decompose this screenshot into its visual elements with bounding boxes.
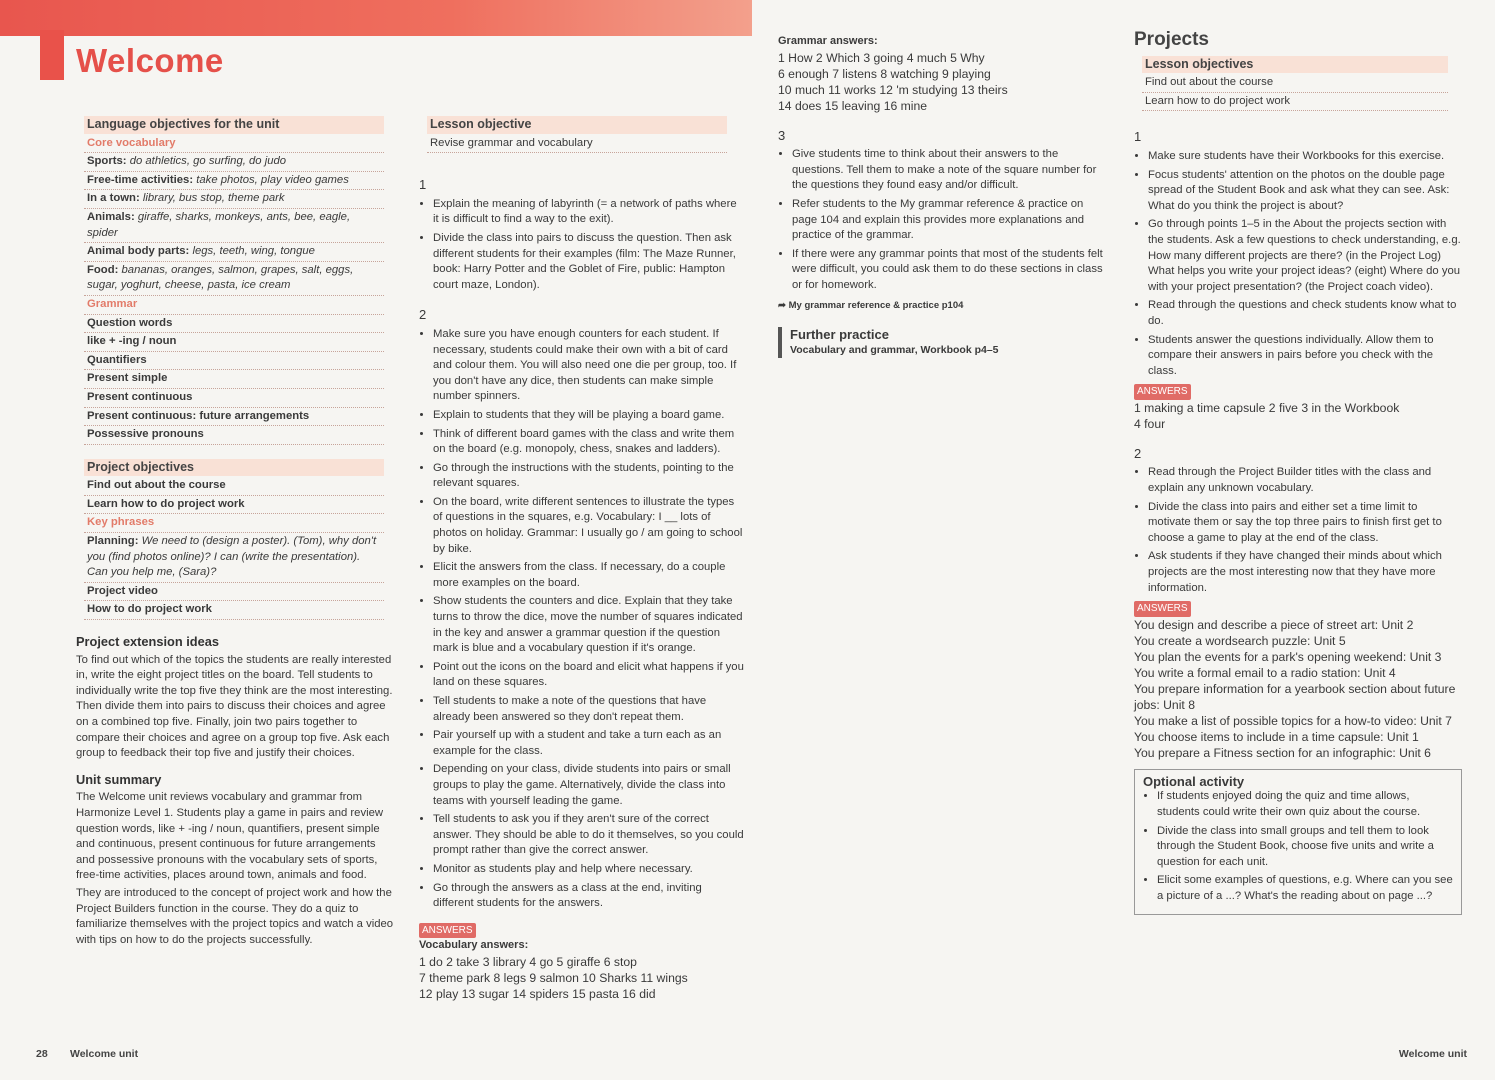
language-objectives-box: [84, 116, 384, 445]
list-item: • Tell students to make a note of the questions that have already been answered so they don't repeat them.: [433, 694, 745, 725]
step-number-2: 2: [419, 307, 427, 323]
answer-row: You make a list of possible topics for a how-to video: Unit 7: [1134, 713, 1452, 728]
answer-row: 1 making a time capsule 2 five 3 in the Workbook: [1134, 400, 1400, 415]
page-title: Welcome: [76, 42, 224, 79]
vocab-item: [84, 262, 384, 296]
footer-label-left: Welcome unit: [70, 1048, 139, 1060]
answer-row: You design and describe a piece of street art: Unit 2: [1134, 617, 1414, 632]
projects-title: Projects: [1134, 29, 1209, 50]
language-objectives-head: Language objectives for the unit: [84, 116, 384, 134]
projects-answers-1: [1134, 400, 1462, 432]
project-objectives-head: Project objectives: [84, 459, 384, 477]
answer-row: You prepare a Fitness section for an infographic: Unit 6: [1134, 745, 1431, 760]
list-item: • Explain the meaning of labyrinth (= a network of paths where it is difficult to find a way to the exit).: [433, 197, 745, 228]
extension-head: Project extension ideas: [76, 634, 219, 650]
answers-badge: ANSWERS: [419, 923, 476, 939]
vocab-label: Animals:: [87, 210, 135, 223]
right-column-1: [778, 34, 1108, 358]
projects-answers-badge-1: ANSWERS: [1134, 384, 1191, 400]
list-item: • Divide the class into small groups and tell them to look through the Student Book, choose five units and write a question for each unit.: [1157, 824, 1453, 871]
step-number-1: 1: [419, 177, 427, 193]
answer-row: 12 play 13 sugar 14 spiders 15 pasta 16 did: [419, 986, 656, 1001]
grammar-answers-head: Grammar answers:: [778, 35, 878, 47]
list-item: • Refer students to the My grammar reference & practice on page 104 and explain this provides more explanations and practice of the grammar.: [792, 197, 1108, 244]
vocab-answers-head: Vocabulary answers:: [419, 939, 529, 952]
summary-p1: The Welcome unit reviews vocabulary and grammar from Harmonize Level 1. Students play a game in pairs and review question words, like + -ing / noun, quantifiers, present simple and continuous, present continuous for future arrangements and possessive pronouns with the vocabulary sets of sports, free-time activities, places around town, animals and food.: [76, 791, 384, 882]
step-2-list: [419, 327, 745, 912]
list-item: • Elicit some examples of questions, e.g. Where can you see a picture of a ...? What's the reading about on page ...?: [1157, 873, 1453, 904]
title-accent-bar: [40, 30, 64, 80]
summary-p2: They are introduced to the concept of project work and how the Project Builders function in the course. They do a quiz to familiarize themselves with the project topics and watch a video with tips on how to do the projects successfully.: [76, 886, 394, 946]
answer-row: You plan the events for a park's opening weekend: Unit 3: [1134, 649, 1442, 664]
list-item: • Go through the instructions with the students, pointing to the relevant squares.: [433, 461, 745, 492]
list-item: • Read through the Project Builder titles with the class and explain any unknown vocabulary.: [1148, 465, 1462, 496]
list-item: • Tell students to ask you if they aren't sure of the correct answer. They should be able to do it themselves, so you could prompt rather than give the correct answer.: [433, 812, 745, 859]
project-objectives-box: [84, 459, 384, 620]
lesson-objectives-box: [1142, 56, 1448, 112]
list-item: • On the board, write different sentences to illustrate the types of questions in the squares, e.g. Vocabulary: I __ lots of photos on holiday. Grammar: I usually go / am going to school by bike.: [433, 495, 745, 557]
grammar-item: Present simple: [84, 370, 384, 389]
list-item: • Elicit the answers from the class. If necessary, do a couple more examples on the board.: [433, 560, 745, 591]
vocab-text: library, bus stop, theme park: [142, 192, 285, 205]
vocab-text: take photos, play video games: [196, 173, 349, 186]
grammar-list: [84, 315, 384, 445]
list-item: • Read through the questions and check students know what to do.: [1148, 298, 1462, 329]
list-item: • Think of different board games with the class and write them on the board (e.g. monopoly, chess, snakes and ladders).: [433, 427, 745, 458]
list-item: • Focus students' attention on the photos on the double page spread of the Student Book and ask what they can see. Ask: What do you think the project is about?: [1148, 168, 1462, 215]
list-item: • Go through points 1–5 in the About the projects section with the students. Ask a few questions to check understanding, e.g. How many different projects are there? (in the Project Log) What helps you write your project ideas? (eight) Where do you with your project presentation? (the Project coach video).: [1148, 217, 1462, 295]
planning-phrase: [84, 533, 384, 583]
optional-activity-box: [1134, 769, 1462, 915]
further-practice-text: Vocabulary and grammar, Workbook p4–5: [790, 343, 999, 356]
vocab-item: [84, 209, 384, 243]
grammar-reference-text: My grammar reference & practice p104: [788, 299, 964, 311]
lesson-objective-item: Revise grammar and vocabulary: [427, 135, 727, 154]
list-item: • Make sure students have their Workbooks for this exercise.: [1148, 149, 1462, 165]
projects-step-2: 2: [1134, 445, 1142, 461]
list-item: • Students answer the questions individually. Allow them to compare their answers in pairs before you check with the class.: [1148, 333, 1462, 380]
answer-row: 10 much 11 works 12 'm studying 13 theirs: [778, 82, 1008, 97]
list-item: • Go through the answers as a class at the end, inviting different students for the answers.: [433, 881, 745, 912]
list-item: • If students enjoyed doing the quiz and time allows, students could write their own quiz about the course.: [1157, 789, 1453, 820]
list-item: • Divide the class into pairs to discuss the question. Then ask different students for their examples (film: The Maze Runner, book: Harry Potter and the Goblet of Fire, public: Hampton court maze, London).: [433, 231, 745, 293]
vocab-label: In a town:: [87, 192, 140, 205]
vocab-item: [84, 153, 384, 172]
vocab-label: Sports:: [87, 155, 127, 168]
vocab-item: [84, 243, 384, 262]
vocab-label: Animal body parts:: [87, 245, 190, 258]
projects-answers-badge-2: ANSWERS: [1134, 601, 1191, 617]
vocab-text: legs, teeth, wing, tongue: [192, 245, 315, 258]
lesson-objective-head: Lesson objective: [427, 116, 727, 134]
list-item: • Divide the class into pairs and either set a time limit to motivate them or say the top three pairs to finish first get to choose a game to play at the end of the class.: [1148, 500, 1462, 547]
answer-row: 1 do 2 take 3 library 4 go 5 giraffe 6 stop: [419, 954, 637, 969]
answer-row: 1 How 2 Which 3 going 4 much 5 Why: [778, 50, 985, 65]
extension-text: To find out which of the topics the students are really interested in, write the eight project titles on the board. Tell students to individually write the top five they think are the most interesting. Then divide them into pairs to discuss their choices and agree on a combined top five. Finally, join two pairs together to compare their choices and agree on a group top five. Ask each group to feedback their top five and justify their choices.: [76, 653, 393, 760]
project-video-list: [84, 583, 384, 620]
answer-row: You create a wordsearch puzzle: Unit 5: [1134, 633, 1346, 648]
project-objective-item: Find out about the course: [84, 477, 384, 496]
list-item: • Depending on your class, divide students into pairs or small groups to play the game. Alternatively, divide the class into teams with yourself leading the game.: [433, 762, 745, 809]
list-item: • Ask students if they have changed their minds about which projects are the most interesting now that they have more information.: [1148, 549, 1462, 596]
lesson-objective-item: Learn how to do project work: [1142, 93, 1448, 112]
left-column: [76, 116, 394, 950]
grammar-item: like + -ing / noun: [84, 333, 384, 352]
lesson-column: [419, 116, 745, 1002]
vocab-answers: [419, 954, 745, 1002]
summary-head: Unit summary: [76, 771, 162, 787]
projects-answers-2: [1134, 617, 1462, 761]
lesson-objective-box: [427, 116, 727, 153]
grammar-reference-link[interactable]: [778, 298, 1108, 314]
grammar-item: Possessive pronouns: [84, 426, 384, 445]
list-item: • Give students time to think about their answers to the questions. Tell them to make a note of the square number for the questions they found easy and/or difficult.: [792, 147, 1108, 194]
step-1-list: [419, 197, 745, 294]
core-vocab-head: Core vocabulary: [84, 135, 384, 154]
projects-step-2-list: [1134, 465, 1462, 596]
vocab-item: [84, 172, 384, 191]
further-practice-head: Further practice: [790, 327, 889, 343]
answer-row: You prepare information for a yearbook section about future jobs: Unit 8: [1134, 681, 1456, 712]
step-3-list: [778, 147, 1108, 293]
project-objectives-list: [84, 477, 384, 514]
list-item: • Monitor as students play and help where necessary.: [433, 862, 745, 878]
list-item: • Pair yourself up with a student and take a turn each as an example for the class.: [433, 728, 745, 759]
step-number-3: 3: [778, 127, 786, 143]
lesson-objectives-list: [1142, 74, 1448, 111]
vocab-label: Free-time activities:: [87, 173, 194, 186]
answer-row: You choose items to include in a time capsule: Unit 1: [1134, 729, 1419, 744]
answer-row: You write a formal email to a radio station: Unit 4: [1134, 665, 1396, 680]
key-phrases-head: Key phrases: [84, 514, 384, 533]
lesson-objective-item: Find out about the course: [1142, 74, 1448, 93]
vocab-label: Food:: [87, 263, 119, 276]
answer-row: 6 enough 7 listens 8 watching 9 playing: [778, 66, 991, 81]
planning-label: Planning:: [87, 535, 139, 548]
project-objective-item: Learn how to do project work: [84, 496, 384, 515]
footer-page-number: 28: [36, 1048, 48, 1060]
further-practice-box: [778, 327, 1108, 358]
vocab-text: giraffe, sharks, monkeys, ants, bee, eagle, spider: [87, 210, 351, 239]
list-item: • Point out the icons on the board and elicit what happens if you land on these squares.: [433, 660, 745, 691]
vocab-text: bananas, oranges, salmon, grapes, salt, eggs, sugar, yoghurt, cheese, pasta, ice cream: [87, 263, 354, 292]
projects-column: [1134, 29, 1462, 915]
answer-row: 4 four: [1134, 416, 1166, 431]
projects-step-1-list: [1134, 149, 1462, 379]
answer-row: 7 theme park 8 legs 9 salmon 10 Sharks 11 wings: [419, 970, 688, 985]
arrow-icon: ➦: [778, 299, 786, 311]
lesson-objectives-head: Lesson objectives: [1142, 56, 1448, 74]
optional-activity-list: [1143, 789, 1453, 904]
list-item: • If there were any grammar points that most of the students felt were difficult, you could ask them to do these sections in class or for homework.: [792, 247, 1108, 294]
project-objective-item: How to do project work: [84, 601, 384, 620]
optional-activity-head: Optional activity: [1143, 773, 1245, 789]
header-banner: [0, 0, 752, 36]
footer-label-right: Welcome unit: [1398, 1048, 1467, 1060]
list-item: • Show students the counters and dice. Explain that they take turns to throw the dice, move the number of squares indicated in the key and answer a grammar question if the question mark is blue and a vocabulary question if it's orange.: [433, 594, 745, 656]
vocab-item: [84, 190, 384, 209]
projects-step-1: 1: [1134, 129, 1142, 145]
grammar-item: Question words: [84, 315, 384, 334]
planning-text: We need to (design a poster). (Tom), why don't you (find photos online)? I can (write the presentation). Can you help me, (Sara)?: [87, 535, 377, 579]
list-item: • Explain to students that they will be playing a board game.: [433, 408, 745, 424]
grammar-item: Quantifiers: [84, 352, 384, 371]
grammar-item: Present continuous: [84, 389, 384, 408]
list-item: • Make sure you have enough counters for each student. If necessary, students could make their own with a bit of card and colour them. You will also need one die per group, too. If you don't have any dice, then students can make simple number spinners.: [433, 327, 745, 405]
vocab-list: [84, 153, 384, 296]
project-objective-item: Project video: [84, 583, 384, 602]
grammar-head: Grammar: [84, 296, 384, 315]
grammar-item: Present continuous: future arrangements: [84, 408, 384, 427]
answer-row: 14 does 15 leaving 16 mine: [778, 98, 928, 113]
vocab-text: do athletics, go surfing, do judo: [129, 155, 287, 168]
grammar-answers: [778, 50, 1108, 114]
